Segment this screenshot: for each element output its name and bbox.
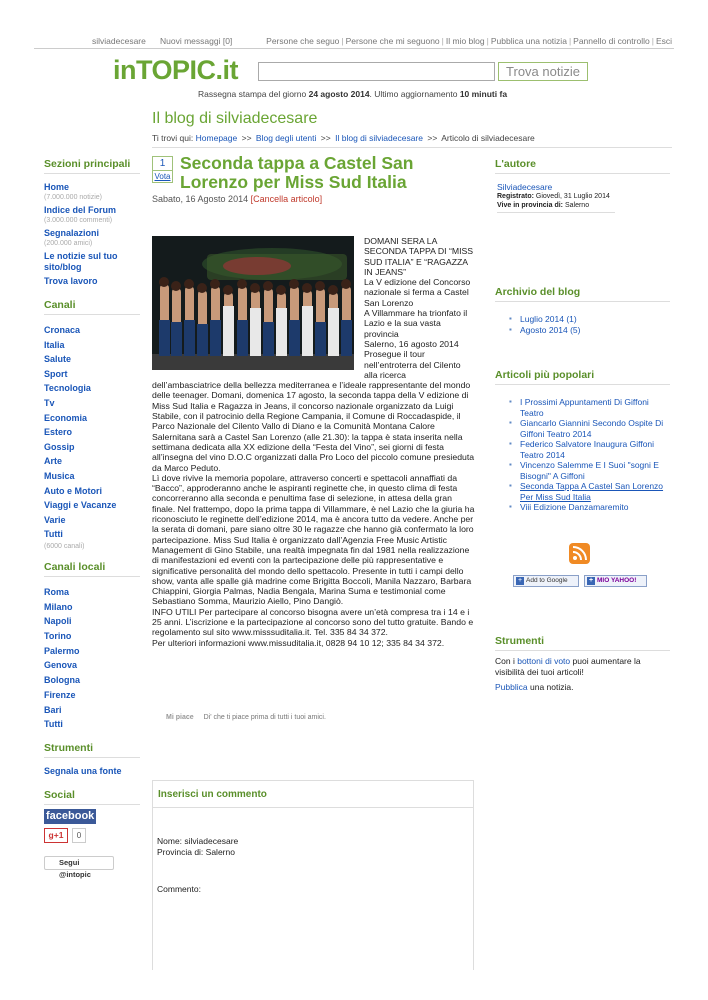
comment-form [152, 780, 474, 970]
left-sidebar [44, 158, 140, 879]
local-firenze[interactable]: Firenze [44, 689, 76, 700]
local-genova[interactable]: Genova [44, 660, 78, 671]
section-jobs[interactable]: Trova lavoro [44, 276, 98, 286]
channel-estero[interactable]: Estero [44, 427, 73, 438]
facebook-label: facebook [46, 809, 95, 822]
archive-item[interactable]: ▪ Agosto 2014 (5) [509, 325, 670, 336]
add-to-google-button[interactable] [513, 575, 579, 587]
twitter-label: Segui @intopic [59, 857, 91, 879]
channels-heading: Canali [44, 299, 140, 315]
archive-list [509, 314, 670, 335]
section-reports[interactable]: Segnalazioni [44, 228, 100, 238]
article-body [152, 236, 476, 648]
comment-heading: Inserisci un commento [158, 789, 267, 800]
channel-auto[interactable]: Auto e Motori [44, 485, 102, 496]
channel-viaggi[interactable]: Viaggi e Vacanze [44, 500, 117, 511]
publish-text: Pubblica una notizia. [495, 681, 574, 692]
section-forum[interactable]: Indice del Forum [44, 205, 117, 215]
section-home[interactable]: Home [44, 182, 70, 192]
article-paragraph: DOMANI SERA LA SECONDA TAPPA DI “MISS SUD ITALIA” E “RAGAZZA IN JEANS” [364, 236, 474, 277]
twitter-follow-button[interactable] [44, 856, 114, 879]
search-input[interactable] [258, 62, 495, 81]
author-province: Vive in provincia di: Salerno [497, 202, 590, 209]
control-panel-link[interactable]: Pannello di controllo [573, 36, 650, 46]
article-paragraph: Per ulteriori informazioni www.missuditalia.it, 0828 94 10 12; 335 84 34 372. [152, 637, 445, 648]
channel-sport[interactable]: Sport [44, 368, 68, 379]
facebook-button[interactable] [44, 809, 96, 824]
channel-cronaca[interactable]: Cronaca [44, 325, 81, 335]
following-link[interactable]: Persone che seguo [266, 36, 340, 46]
popular-list [509, 397, 669, 513]
popular-item[interactable]: ▪ Seconda Tappa A Castel San Lorenzo Per Miss Sud Italia [509, 481, 669, 502]
followers-link[interactable]: Persone che mi seguono [345, 36, 440, 46]
channel-italia[interactable]: Italia [44, 339, 65, 350]
rss-glyph [569, 543, 590, 564]
article-paragraph: A Villammare ha trionfato il Lazio e la sua vasta provincia [364, 308, 468, 339]
account-links: Persone che seguo | Persone che mi seguono | Il mio blog | Pubblica una notizia | Pannello di controllo | Esci [266, 36, 672, 46]
author-registered: Registrato: Giovedì, 31 Luglio 2014 [497, 193, 610, 200]
site-logo[interactable]: inTOPIC.it [113, 55, 239, 85]
popular-item[interactable]: ▪ I Prossimi Appuntamenti Di Giffoni Teatro [509, 397, 669, 418]
delete-article-link[interactable]: [Cancella articolo] [250, 194, 323, 204]
gplus-row [44, 828, 140, 844]
author-name-link[interactable]: Silviadecesare [497, 182, 553, 192]
publish-news-link[interactable]: Pubblica [495, 681, 528, 692]
channel-salute[interactable]: Salute [44, 354, 72, 365]
like-button[interactable]: Mi piace [166, 714, 194, 721]
breadcrumb: Ti trovi qui: Homepage >> Blog degli utenti >> Il blog di silviadecesare >> Articolo di silviadecesare [152, 133, 535, 143]
channel-tv[interactable]: Tv [44, 397, 55, 408]
photo-spacer [152, 236, 364, 372]
right-sidebar [495, 158, 670, 693]
add-to-yahoo-button[interactable] [584, 575, 647, 587]
messages-link[interactable]: Nuovi messaggi [0] [160, 36, 233, 46]
channel-varie[interactable]: Varie [44, 514, 66, 525]
article-paragraph: Lì dove rivive la memoria popolare, attraverso concerti e spettacoli annaffiati da “Bacco”, approderanno anche le aspiranti reginette che, in questo clima di festa concorreranno alla seconda e penultima fase di selezione, in attesa della gran finale. Nel frattempo, dopo la prima tappa di Villammare, è nel Lazio che la giuria ha riconosciuto le reginette dell’edizione 2014, ma è ancora tutto da vedere. Anche per la serata di domani, pare siano oltre 30 le ragazze che hanno già confermato la loro partecipazione. Miss Sud Italia è organizzato dall’Agenzia Free Music Artistic Management di Gino Stabile, una realtà impegnata fin dal 1981 nella realizzazione di manifestazioni ed eventi con la partecipazione delle più rappresentative e significative personalità del mondo dello spettacolo. Presente in tutti i campi dello show, vanta alle spalle già madrine come Brigitta Boccoli, Manila Nazzaro, Barbara Chiappini, Giorgia Palmas, Nadia Bengala, Marina Suma e testimonial come Sebastiano Somma, Maurizio Aiello, Pino Dangiò. [152, 472, 475, 607]
plus-icon: + [517, 576, 523, 584]
channel-tecnologia[interactable]: Tecnologia [44, 383, 91, 394]
breadcrumb-home[interactable]: Homepage [195, 133, 238, 143]
local-bari[interactable]: Bari [44, 704, 62, 715]
channel-gossip[interactable]: Gossip [44, 441, 75, 452]
logout-link[interactable]: Esci [655, 36, 672, 46]
section-home-count: (7.000.000 notizie) [44, 194, 102, 201]
plus-icon: + [588, 576, 594, 584]
report-source-link[interactable]: Segnala una fonte [44, 765, 122, 776]
section-forum-count: (3.000.000 commenti) [44, 217, 113, 224]
vote-count: 1 [159, 158, 166, 169]
gplus-count: 0 [72, 828, 86, 843]
local-torino[interactable]: Torino [44, 631, 72, 642]
vote-button[interactable]: Vota [154, 172, 171, 181]
channel-arte[interactable]: Arte [44, 456, 63, 467]
comment-label: Commento: [157, 884, 201, 894]
gplus-button[interactable]: g+1 [44, 828, 68, 843]
local-tutti[interactable]: Tutti [44, 719, 63, 730]
add-to-yahoo-label: MIO YAHOO! [597, 576, 637, 584]
breadcrumb-current: Articolo di silviadecesare [441, 133, 535, 143]
article-paragraph: Salerno, 16 agosto 2014 Prosegue il tour nell’entroterra del Cilento alla ricerca dell’ambasciatrice della bellezza mediterranea e l’ideale rappresentante del mondo delle teenager. Domani, domenica 17 agosto, la seconda tappa della V edizione di Miss Sud Italia e Ragazza in Jeans, il concorso nazionale organizzato da Luigi Stabile, con il patrocinio della Regione Campania, il Comune di Roccadaspide, il Parco Nazionale del Cilento Vallo di Diano e la Comunità Montana Calore Salernitana sarà a Castel San Lorenzo (alle 21.30): la tappa è stata inserita nella settimana dedicata alla XX edizione della “Festa del Vino”, sei giorni di festa all’insegna del vino D.O.C organizzati dalla Pro Loco del piccolo comune presieduta da Marco Peduto. [152, 338, 475, 473]
tools-heading-right: Strumenti [495, 635, 670, 651]
blog-title: Il blog di silviadecesare [152, 110, 318, 127]
archive-item[interactable]: ▪ Luglio 2014 (1) [509, 314, 670, 325]
popular-item[interactable]: ▪ Giancarlo Giannini Secondo Ospite Di Giffoni Teatro 2014 [509, 418, 669, 439]
channel-economia[interactable]: Economia [44, 412, 88, 423]
article-paragraph: La V edizione del Concorso nazionale si ferma a Castel San Lorenzo [364, 277, 471, 308]
search-button[interactable]: Trova notizie [498, 62, 588, 81]
local-channels-heading: Canali locali [44, 561, 140, 577]
vote-buttons-link[interactable]: bottoni di voto [517, 655, 571, 666]
publish-link[interactable]: Pubblica una notizia [490, 36, 567, 46]
tools-text: Con i bottoni di voto puoi aumentare la visibilità dei tuoi articoli! [495, 655, 641, 677]
rss-icon[interactable] [569, 543, 590, 564]
section-reports-count: (200.000 amici) [44, 240, 93, 247]
sections-heading: Sezioni principali [44, 158, 140, 174]
article-date: Sabato, 16 Agosto 2014 [152, 194, 249, 204]
comment-province: Provincia di: Salerno [157, 847, 235, 857]
article-paragraph: INFO UTILI Per partecipare al concorso bisogna avere un’età compresa tra i 14 e i 25 anni. L’iscrizione e la partecipazione al concorso sono del tutto gratuite. Bando e regolamento sul sito www.misssuditalia.it. Tel. 335 84 34 372. [152, 606, 474, 638]
popular-item[interactable]: ▪ Vincenzo Salemme E I Suoi "sogni E Bisogni" A Giffoni [509, 460, 669, 481]
vote-box[interactable] [152, 156, 173, 183]
comment-name: Nome: silviadecesare [157, 836, 239, 846]
author-box [497, 182, 615, 213]
press-review-line: Rassegna stampa del giorno 24 agosto 2014. Ultimo aggiornamento 10 minuti fa [198, 89, 508, 99]
local-milano[interactable]: Milano [44, 601, 73, 612]
like-widget [166, 714, 326, 721]
article-date-line [152, 194, 322, 204]
local-channels-list [44, 585, 140, 732]
author-heading: L'autore [495, 158, 670, 174]
username-link[interactable]: silviadecesare [92, 36, 146, 46]
channel-musica[interactable]: Musica [44, 470, 75, 481]
section-your-site[interactable]: Le notizie sul tuo sito/blog [44, 251, 118, 272]
popular-item[interactable]: ▪ Federico Salvatore Inaugura Giffoni Teatro 2014 [509, 439, 669, 460]
my-blog-link[interactable]: Il mio blog [445, 36, 485, 46]
channel-tutti[interactable]: Tutti [44, 529, 63, 540]
breadcrumb-blog[interactable]: Il blog di silviadecesare [335, 133, 423, 143]
comment-author-info [157, 836, 238, 858]
channels-count: (6000 canali) [44, 542, 85, 550]
local-roma[interactable]: Roma [44, 586, 70, 597]
add-to-google-label: Add to Google [526, 576, 568, 584]
like-text: Di' che ti piace prima di tutti i tuoi amici. [203, 714, 326, 721]
breadcrumb-user-blogs[interactable]: Blog degli utenti [255, 133, 317, 143]
local-napoli[interactable]: Napoli [44, 616, 72, 627]
local-bologna[interactable]: Bologna [44, 675, 80, 686]
local-palermo[interactable]: Palermo [44, 645, 80, 656]
twitter-icon [48, 860, 55, 866]
top-bar [34, 36, 674, 49]
divider [153, 807, 473, 808]
popular-heading: Articoli più popolari [495, 369, 670, 385]
archive-heading: Archivio del blog [495, 286, 670, 302]
channels-list [44, 323, 140, 551]
social-heading: Social [44, 789, 140, 805]
tools-heading: Strumenti [44, 742, 140, 758]
feed-buttons [495, 513, 670, 593]
popular-item[interactable]: ▪ Viii Edizione Danzamaremito [509, 502, 669, 513]
divider [152, 147, 672, 148]
article-title: Seconda tappa a Castel San Lorenzo per Miss Sud Italia [180, 153, 414, 192]
